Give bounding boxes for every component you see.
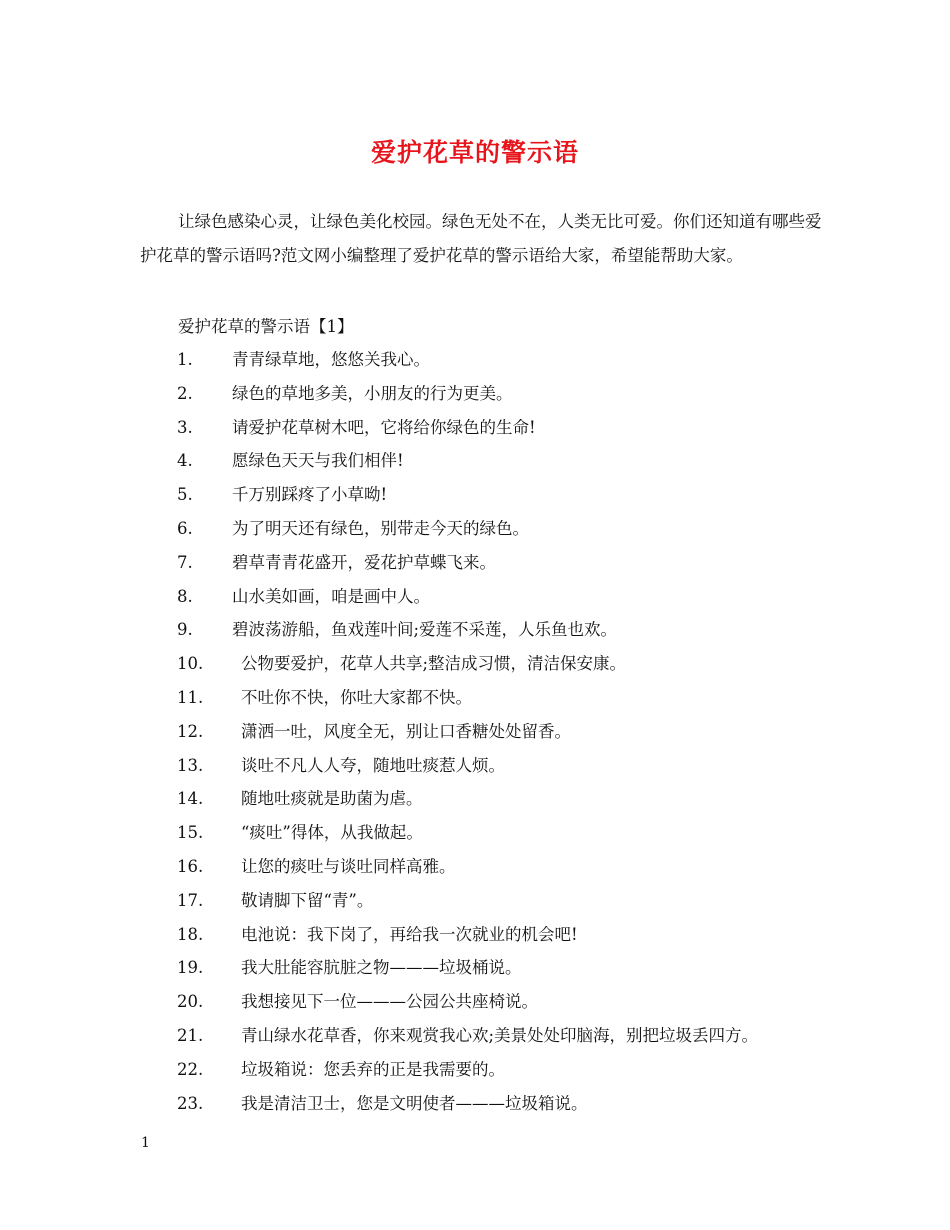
list-item-text: 碧草青青花盛开，爱花护草蝶飞来。: [232, 552, 496, 572]
list-item-text: 电池说：我下岗了，再给我一次就业的机会吧!: [241, 924, 578, 944]
list-item-number: 23.: [177, 1093, 204, 1113]
list-item: [0, 819, 950, 853]
list-item-text: 青青绿草地，悠悠关我心。: [232, 350, 430, 369]
page-number: 1: [141, 1135, 150, 1151]
list-item: [0, 752, 950, 786]
list-item-text: 随地吐痰就是助菌为虐。: [241, 789, 423, 809]
section-heading: 爱护花草的警示语【1】: [178, 317, 354, 336]
list-item-number: 16.: [177, 856, 204, 876]
list-item: [0, 887, 950, 921]
list-item-text: 垃圾箱说：您丢弃的正是我需要的。: [241, 1059, 505, 1079]
list-item-text: 不吐你不快，你吐大家都不快。: [241, 687, 472, 707]
list-item-text: 潇洒一吐，风度全无，别让口香糖处处留香。: [241, 721, 571, 741]
list-item-text: 为了明天还有绿色，别带走今天的绿色。: [232, 518, 529, 538]
list-item-number: 17.: [177, 890, 204, 910]
list-item-number: 20.: [177, 992, 204, 1012]
list-item: [0, 650, 950, 684]
list-item-number: 19.: [177, 958, 204, 978]
list-item: [0, 346, 950, 380]
list-item-number: 6.: [177, 518, 193, 538]
list-item-text: 请爱护花草树木吧，它将给你绿色的生命!: [232, 417, 536, 437]
list-item: [0, 853, 950, 887]
list-item-text: 我是清洁卫士，您是文明使者———垃圾箱说。: [241, 1093, 588, 1113]
list-item: [0, 684, 950, 718]
list-item-number: 3.: [177, 417, 193, 437]
list-item-text: 公物要爱护，花草人共享;整洁成习惯，清洁保安康。: [241, 654, 627, 674]
list-item: [0, 718, 950, 752]
list-item-number: 18.: [177, 924, 204, 944]
list-item-number: 4.: [177, 451, 193, 471]
intro-paragraph: 让绿色感染心灵，让绿色美化校园。绿色无处不在，人类无比可爱。你们还知道有哪些爱护花草的警示语吗?范文网小编整理了爱护花草的警示语给大家，希望能帮助大家。: [140, 212, 822, 265]
list-item: [0, 447, 950, 481]
list-item-number: 5.: [177, 485, 193, 505]
slogan-list: [0, 346, 950, 1123]
list-item-text: 愿绿色天天与我们相伴!: [232, 451, 404, 471]
list-item: [0, 988, 950, 1022]
list-item-number: 15.: [177, 823, 204, 843]
list-item: [0, 1090, 950, 1124]
list-item-text: “痰吐”得体，从我做起。: [241, 823, 423, 843]
list-item-text: 绿色的草地多美，小朋友的行为更美。: [232, 383, 513, 403]
list-item: [0, 414, 950, 448]
list-item-number: 22.: [177, 1059, 204, 1079]
list-item-text: 千万别踩疼了小草呦!: [232, 485, 388, 505]
list-item-text: 碧波荡游船，鱼戏莲叶间;爱莲不采莲，人乐鱼也欢。: [232, 620, 618, 640]
document-title: 爱护花草的警示语: [370, 138, 579, 167]
list-item-number: 2.: [177, 383, 193, 403]
list-item-text: 敬请脚下留“青”。: [241, 890, 374, 910]
list-item: [0, 583, 950, 617]
list-item: [0, 380, 950, 414]
list-item-number: 9.: [177, 620, 193, 640]
list-item: [0, 549, 950, 583]
list-item-text: 青山绿水花草香，你来观赏我心欢;美景处处印脑海，别把垃圾丢四方。: [241, 1025, 759, 1045]
list-item: [0, 921, 950, 955]
list-item-text: 山水美如画，咱是画中人。: [232, 586, 430, 606]
list-item: [0, 1022, 950, 1056]
list-item-number: 14.: [177, 789, 204, 809]
list-item-text: 我想接见下一位———公园公共座椅说。: [241, 992, 538, 1012]
list-item: [0, 616, 950, 650]
list-item: [0, 785, 950, 819]
list-item-text: 我大肚能容肮脏之物———垃圾桶说。: [241, 958, 522, 978]
list-item-number: 1.: [177, 350, 193, 369]
list-item-text: 谈吐不凡人人夸，随地吐痰惹人烦。: [241, 755, 505, 775]
list-item-number: 8.: [177, 586, 193, 606]
list-item: [0, 481, 950, 515]
list-item: [0, 954, 950, 988]
list-item-number: 21.: [177, 1025, 204, 1045]
list-item: [0, 515, 950, 549]
list-item-number: 7.: [177, 552, 193, 572]
list-item-text: 让您的痰吐与谈吐同样高雅。: [241, 856, 456, 876]
list-item-number: 10.: [177, 654, 204, 674]
list-item-number: 12.: [177, 721, 204, 741]
list-item: [0, 1056, 950, 1090]
list-item-number: 13.: [177, 755, 204, 775]
list-item-number: 11.: [177, 687, 204, 707]
